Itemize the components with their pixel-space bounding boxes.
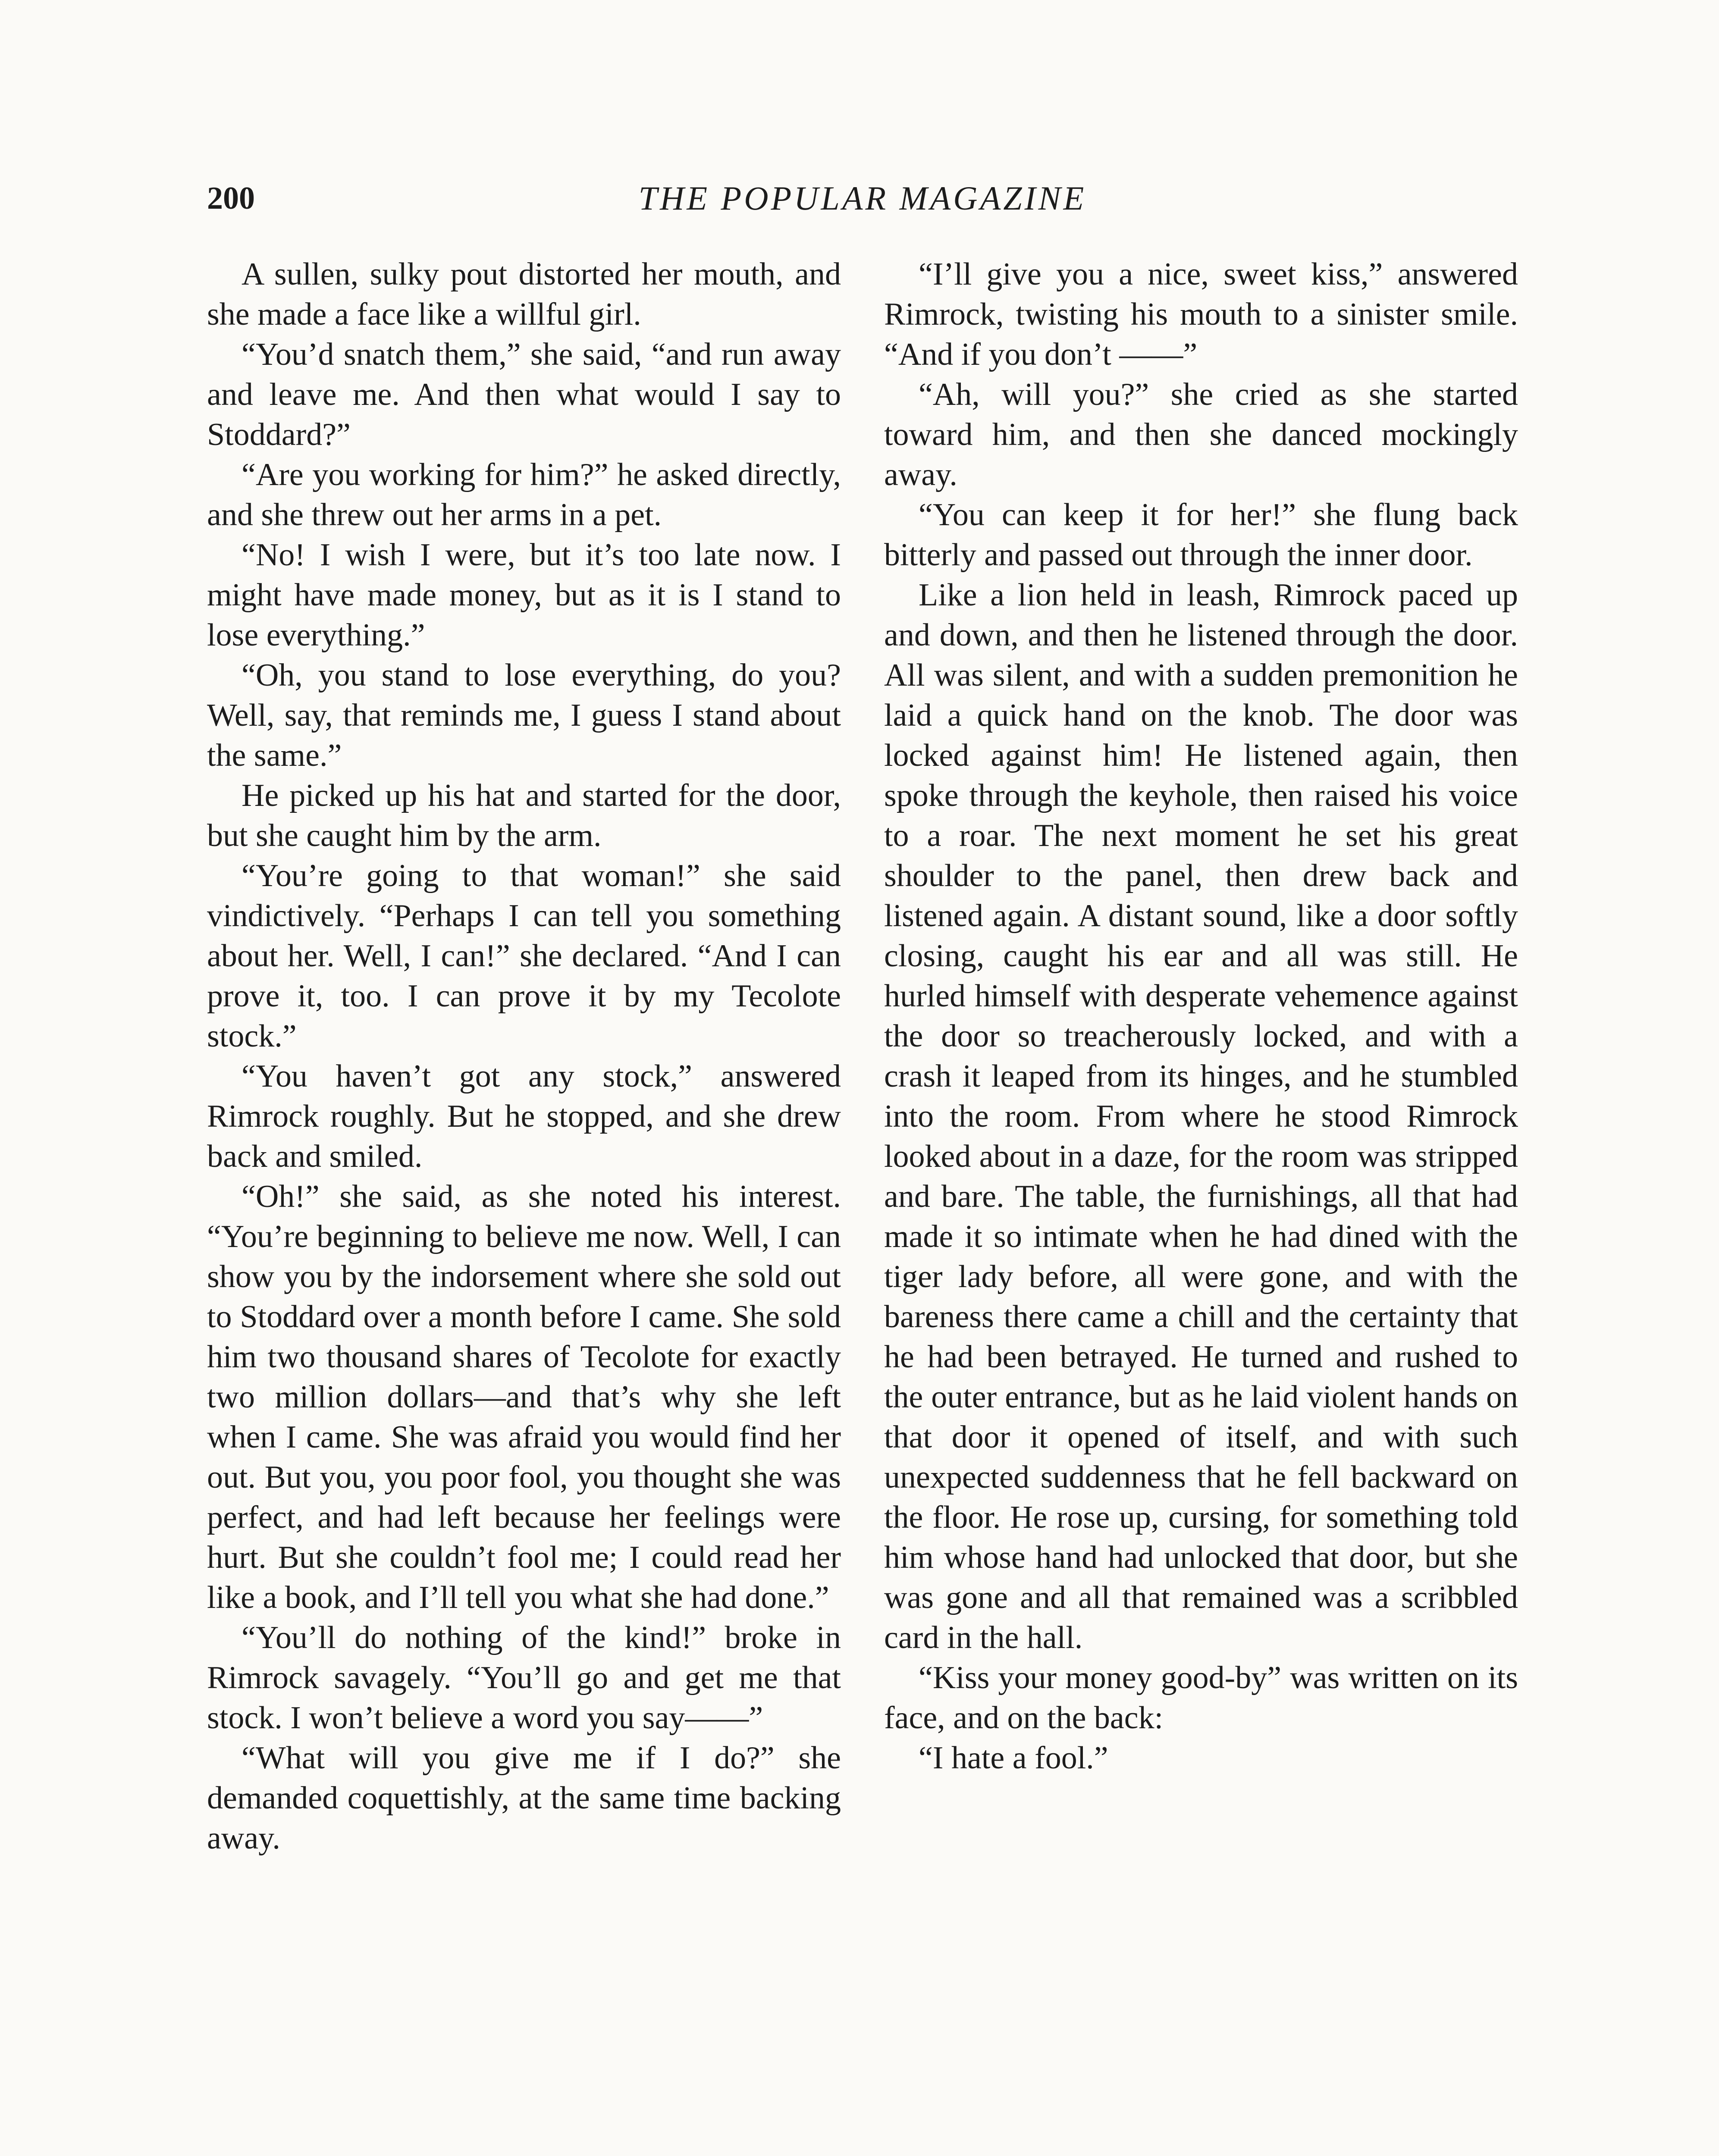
- paragraph: “You’re going to that woman!” she said vindictively. “Perhaps I can tell you something about her. Well, I can!” she declared. “And I can prove it, too. I can prove it by my Tecolote stock.”: [207, 858, 841, 1054]
- paragraph: A sullen, sulky pout distorted her mouth, and she made a face like a willful girl.: [207, 257, 841, 332]
- paragraph: “Kiss your money good-by” was written on its face, and on the back:: [884, 1660, 1518, 1736]
- paragraph: “Are you working for him?” he asked directly, and she threw out her arms in a pet.: [207, 457, 841, 533]
- paragraph: “You can keep it for her!” she flung back bitterly and passed out through the inner door.: [884, 497, 1518, 573]
- right-column: [884, 254, 1518, 2156]
- page-header: [207, 172, 1518, 224]
- paragraph: “You’d snatch them,” she said, “and run away and leave me. And then what would I say to Stoddard?”: [207, 337, 841, 452]
- paragraph: “You haven’t got any stock,” answered Rimrock roughly. But he stopped, and she drew back and smiled.: [207, 1059, 841, 1174]
- paragraph: “Oh, you stand to lose everything, do you? Well, say, that reminds me, I guess I stand about the same.”: [207, 658, 841, 773]
- left-column: [207, 254, 841, 2156]
- paragraph: “Oh!” she said, as she noted his interest. “You’re beginning to believe me now. Well, I can show you by the indorsement where she sold out to Stoddard over a month before I came. She sold him two thousand shares of Tecolote for exactly two million dollars—and that’s why she left when I came. She was afraid you would find her out. But you, you poor fool, you thought she was perfect, and had left because her feelings were hurt. But she couldn’t fool me; I could read her like a book, and I’ll tell you what she had done.”: [207, 1179, 841, 1615]
- paragraph: He picked up his hat and started for the door, but she caught him by the arm.: [207, 778, 841, 853]
- paragraph: “You’ll do nothing of the kind!” broke in Rimrock savagely. “You’ll go and get me that stock. I won’t believe a word you say——”: [207, 1620, 841, 1736]
- paragraph: “What will you give me if I do?” she demanded coquettishly, at the same time backing away.: [207, 1740, 841, 1856]
- running-title: THE POPULAR MAGAZINE: [638, 179, 1087, 217]
- paragraph: “I’ll give you a nice, sweet kiss,” answered Rimrock, twisting his mouth to a sinister smile. “And if you don’t ——”: [884, 257, 1518, 372]
- article-body: [207, 254, 1518, 2156]
- paragraph: Like a lion held in leash, Rimrock paced up and down, and then he listened through the door. All was silent, and with a sudden premonition he laid a quick hand on the knob. The door was locked against him! He listened again, then spoke through the keyhole, then raised his voice to a roar. The next moment he set his great shoulder to the panel, then drew back and listened again. A distant sound, like a door softly closing, caught his ear and all was still. He hurled himself with desperate vehemence against the door so treacherously locked, and with a crash it leaped from its hinges, and he stumbled into the room. From where he stood Rimrock looked about in a daze, for the room was stripped and bare. The table, the furnishings, all that had made it so intimate when he had dined with the tiger lady before, all were gone, and with the bareness there came a chill and the certainty that he had been betrayed. He turned and rushed to the outer entrance, but as he laid violent hands on that door it opened of itself, and with such unexpected suddenness that he fell backward on the floor. He rose up, cursing, for something told him whose hand had unlocked that door, but she was gone and all that remained was a scribbled card in the hall.: [884, 577, 1518, 1655]
- paragraph: “No! I wish I were, but it’s too late now. I might have made money, but as it is I stand to lose everything.”: [207, 537, 841, 653]
- paragraph: “I hate a fool.”: [919, 1740, 1108, 1776]
- paragraph: “Ah, will you?” she cried as she started toward him, and then she danced mockingly away.: [884, 377, 1518, 492]
- page-number: 200: [207, 181, 255, 216]
